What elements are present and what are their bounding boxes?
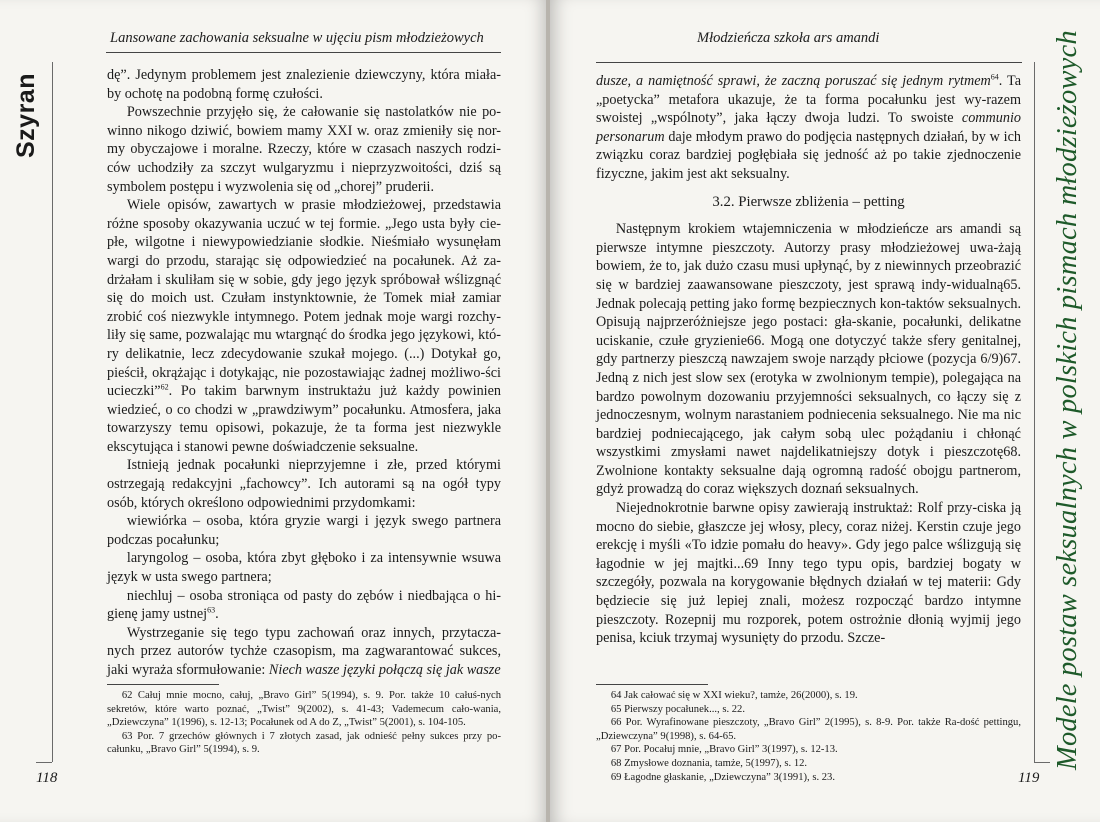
right-page	[550, 0, 1100, 822]
footnote: 65 Pierwszy pocałunek..., s. 22.	[610, 703, 745, 715]
list-item: wiewiórka – osoba, która gryzie wargi i język swego partnera podczas pocałunku;	[107, 513, 501, 548]
header-rule-left	[106, 52, 501, 53]
margin-tick-right	[1034, 762, 1050, 763]
section-heading: 3.2. Pierwsze zbliżenia – petting	[712, 193, 905, 210]
footnote-rule	[107, 684, 219, 685]
footnotes-left	[107, 684, 501, 757]
paragraph: Następnym krokiem wtajemniczenia w młodzieńcze ars amandi są pierwsze intymne pieszczoty. Autorzy prasy młodzieżowej uwa-żają bowiem, że to, jak dużo czasu musi upłynąć, by z niewinnych przeobrazić się w bardziej zaawansowane pieszczoty, jest sprawą indy-widualną65. Jednak polecają petting jako formę bezpiecznych kon-taktów seksualnych. Opisują najprzeróżniejsze jego postaci: gła-skanie, pocałunki, delikatne uciskanie, czułe gryzienie66. Mogą one dotyczyć także sfery genitalnej, gdy partnerzy pieszczą nawzajem swoje narządy płciowe (pozycja 6/9)67. Jedną z nich jest slow sex (erotyka w zwolnionym tempie), polegająca na bardzo powolnym dozowaniu przyjemności seksualnych, co łączy się z jednoczesnym, wolnym narastaniem podniecenia seksualnego. Nie ma nic bardziej podniecającego, jak całym sobą ulec pożądaniu i chłonąć wszystkimi zmysłami nawet najdelikatniejszy dotyk i pieszczotę68. Zwolnione kontakty seksualne dają ogromną radość obojgu partnerom, gdyż prowadzą do coraz większych doznań seksualnych.	[596, 221, 1021, 498]
right-body-text	[596, 72, 1021, 648]
paragraph: Powszechnie przyjęło się, że całowanie się nastolatków nie po-winno nikogo dziwić, bowiem mamy XXI w. oraz zmieniły się nor-my obyczajowe i moralne. Rzeczy, które w czasach naszych rodzi-ców uchodziły za szczyt wulgaryzmu i nieprzyzwoitości, dziś są symbolem postępu i wyzwolenia się od „chorej” pruderii.	[107, 104, 501, 195]
footnote: 69 Łagodne głaskanie, „Dziewczyna” 3(1991), s. 23.	[610, 771, 835, 783]
footnote: 66 Por. Wyrafinowane pieszczoty, „Bravo Girl” 2(1995), s. 8-9. Por. także Ra-dość pettingu, „Dziewczyna” 9(1998), s. 64-65.	[596, 717, 1021, 742]
book-side-title: Modele postaw seksualnych w polskich pismach młodzieżowych	[1052, 30, 1083, 770]
paragraph: Istnieją jednak pocałunki nieprzyjemne i złe, przed którymi ostrzegają redakcyjni „fachowcy”. Ich autorami są na ogół typy osób, których określono odpowiednimi przydomkami:	[107, 457, 501, 511]
footnote: 68 Zmysłowe doznania, tamże, 5(1997), s. 12.	[610, 757, 808, 769]
page-number-left: 118	[36, 770, 58, 786]
left-page	[0, 0, 548, 822]
paragraph: dusze, a namiętność sprawi, że zaczną poruszać się jednym rytmem$^{64}$. Ta „poetycka” metafora ukazuje, że ta forma pocałunku jest wy-razem swoistej „wspólnoty”, jaka łączy dwoja ludzi. To swoiste communio personarum daje młodym prawo do podjęcia następnych działań, by w ich związku coraz bardziej pogłębiała się jedność aż po takie zjednoczenie fizyczne, jakim jest akt seksualny.	[596, 72, 1022, 182]
header-rule-right	[596, 62, 1022, 63]
page-number-right: 119	[1018, 770, 1040, 786]
paragraph: Wystrzeganie się tego typu zachowań oraz innych, przytacza-nych przez autorów tychże czasopism, ma zagwarantować sukces, jaki wyraża sformułowanie: Niech wasze języki połączą się jak wasze	[107, 624, 501, 678]
list-item: laryngolog – osoba, która zbyt głęboko i za intensywnie wsuwa język w usta swego partnera;	[107, 550, 501, 586]
footnote-rule	[596, 684, 708, 685]
footnote: 63 Por. 7 grzechów głównych i 7 złotych zasad, jak odnieść pełny sukces przy po-całunku, „Bravo Girl” 5(1994), s. 9.	[107, 730, 501, 756]
footnote: 67 Por. Pocałuj mnie, „Bravo Girl” 3(1997), s. 12-13.	[610, 744, 838, 756]
paragraph: Niejednokrotnie barwne opisy zawierają instruktaż: Rolf przy-ciska ją mocno do siebie, głaszcze jej włosy, plecy, coraz niżej. Kerstin czuje jego erekcję i myśli «To idzie pomału do heavy». Gdy jego palce wślizgują się łagodnie w jej majtki...69 Inny tego typu opis, bardziej bogaty w szczegóły, pozwala na korygowanie błędnych działań w tej materii: Gdy będziecie się już lepiej znali, możesz rozpocząć bardzo intymne pieszczoty. Rozepnij mu rozporek, potem ostrożnie dłonią wyjmij jego penisa, kciuk trzymaj wysunięty do przodu. Szcze-	[596, 500, 1021, 647]
paragraph: dę”. Jedynym problemem jest znalezienie dziewczyny, która miała-by ochotę na podobną formę czułości.	[107, 67, 501, 102]
margin-tick-left	[36, 762, 52, 763]
paragraph: Wiele opisów, zawartych w prasie młodzieżowej, przedstawia różne sposoby okazywania uczuć w tej formie. „Jego usta były cie-płe, wilgotne i niewypowiedzianie słodkie. Nieśmiało wysunęłam wargi do przodu, starając się odpowiedzieć na pocałunek. Aż za-drżałam i skuliłam się w sobie, gdy jego język spróbował wślizgnąć się do moich ust. Czułam instynktownie, że Tomek miał zamiar zrobić coś niezwykle intymnego. Potem jednak moje wargi rozchy-liły się same, pozwalając mu wtargnąć do środka jego językowi, któ-ry delikatnie, lecz zdecydowanie szukał mojego. (...) Dotykał go, pieścił, okrążając i dotykając, nie pozostawiając żadnej możliwo-ści ucieczki”$^{62}$. Po takim barwnym instruktażu już każdy powinien wiedzieć, o co chodzi w „prawdziwym” pocałunku. Atmosfera, jaka towarzyszy temu opisowi, pokazuje, że ta forma jest niezwykle ekscytująca i stanowi pewne doświadczenie seksualne.	[107, 197, 501, 455]
footnotes-right	[596, 684, 1021, 784]
left-body-text	[107, 66, 501, 680]
list-item: niechluj – osoba stroniąca od pasty do zębów i niedbająca o hi-gienę jamy ustnej$^{63}$.	[107, 587, 501, 623]
margin-rule-left	[52, 62, 53, 762]
margin-rule-right	[1034, 62, 1035, 762]
author-name: Szyran	[12, 73, 40, 159]
footnote: 64 Jak całować się w XXI wieku?, tamże, 26(2000), s. 19.	[610, 690, 858, 701]
footnote: 62 Całuj mnie mocno, całuj, „Bravo Girl” 5(1994), s. 9. Por. także 10 całuś-nych sekretów, które warto poznać, „Twist” 9(2002), s. 41-43; Vademecum cało-wania, „Dziewczyna” 1(1996), s. 12-13; Pocałunek od A do Z, „Twist” 5(2001), s. 104-105.	[107, 690, 501, 729]
running-head-right: Młodzieńcza szkoła ars amandi	[697, 30, 880, 46]
running-head-left: Lansowane zachowania seksualne w ujęciu pism młodzieżowych	[110, 30, 484, 46]
